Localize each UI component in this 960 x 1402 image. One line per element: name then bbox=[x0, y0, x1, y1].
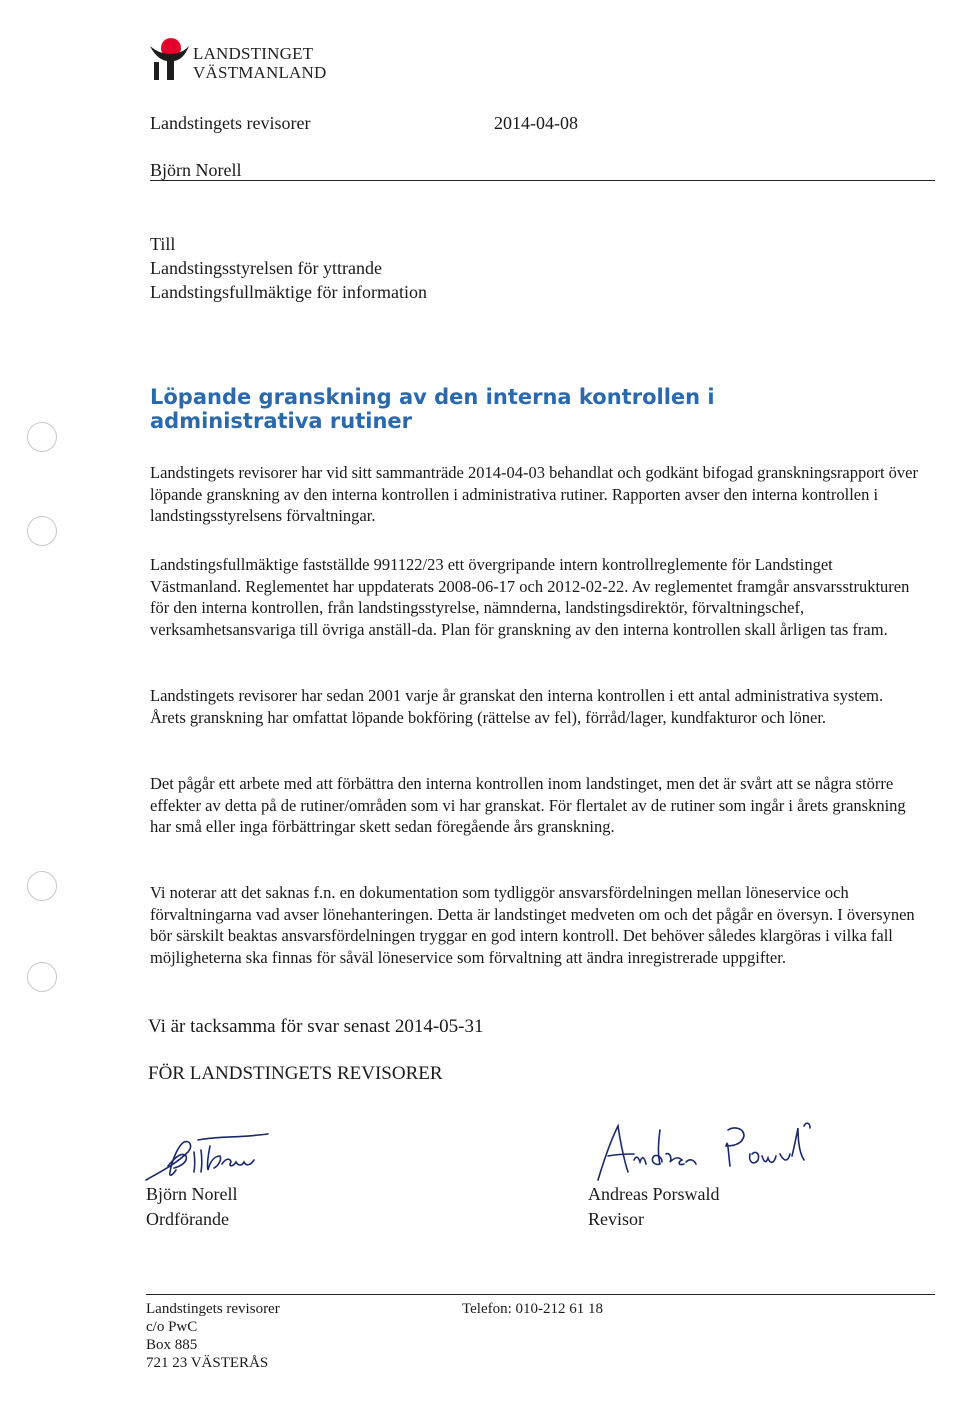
footer-address-line: Box 885 bbox=[146, 1337, 198, 1353]
signatory-name-2: Andreas Porswald bbox=[588, 1184, 720, 1204]
signatory-role-1: Ordförande bbox=[146, 1209, 229, 1229]
punch-hole bbox=[27, 962, 57, 992]
logo-wordmark bbox=[193, 44, 326, 82]
body-paragraph-1: Landstingets revisorer har vid sitt sammanträde 2014-04-03 behandlat och godkänt bifogad granskningsrapport över löpande granskning av den interna kontrollen i administrativa rutiner. Rapporten avser den interna kontrollen i landstingsstyrelsens förvaltningar. bbox=[150, 463, 918, 525]
footer-address-line: 721 23 VÄSTERÅS bbox=[146, 1355, 269, 1371]
closing-line: FÖR LANDSTINGETS REVISORER bbox=[148, 1063, 443, 1084]
body-paragraph-3: Landstingets revisorer har sedan 2001 varje år granskat den interna kontrollen i ett antal administrativa system. Årets granskning har omfattat löpande bokföring (rättelse av fel), förråd/lager, kundfakturor och löner. bbox=[150, 686, 884, 727]
reply-request: Vi är tacksamma för svar senast 2014-05-31 bbox=[148, 1016, 484, 1037]
document-title: Löpande granskning av den interna kontrollen i administrativa rutiner bbox=[150, 385, 715, 433]
punch-hole bbox=[27, 871, 57, 901]
footer-divider bbox=[146, 1294, 935, 1295]
recipient-line-2: Landstingsfullmäktige för information bbox=[150, 282, 427, 302]
sender-name: Landstingets revisorer bbox=[150, 113, 311, 133]
landstinget-vastmanland-logo-icon bbox=[147, 36, 191, 82]
body-paragraph-5: Vi noterar att det saknas f.n. en dokumentation som tydliggör ansvarsfördelningen mellan löneservice och förvaltningarna vad avser lönehanteringen. Detta är landstinget medveten om och det pågår en översyn. I översynen bör särskilt beaktas ansvarsfördelningen tryggar en god intern kontroll. Det behöver således klargöras i vilka fall möjligheterna ska finnas för såväl löneservice som förvaltning att ändra inregistrerade uppgifter. bbox=[150, 883, 915, 967]
signatory-role-2: Revisor bbox=[588, 1209, 644, 1229]
logo-line-1: LANDSTINGET bbox=[193, 44, 314, 63]
header-divider bbox=[150, 180, 935, 181]
footer-phone: Telefon: 010-212 61 18 bbox=[462, 1301, 604, 1317]
logo-line-2: VÄSTMANLAND bbox=[193, 63, 327, 82]
body-paragraph-4: Det pågår ett arbete med att förbättra den interna kontrollen inom landstinget, men det är svårt att se några större effekter av detta på de rutiner/områden som vi har granskat. För flertalet av de rutiner som ingår i årets granskning har små eller inga förbättringar skett sedan föregående års granskning. bbox=[150, 774, 906, 836]
punch-hole bbox=[27, 422, 57, 452]
punch-hole bbox=[27, 516, 57, 546]
footer-address-line: Landstingets revisorer bbox=[146, 1301, 280, 1317]
author-name: Björn Norell bbox=[150, 160, 242, 180]
recipient-line-1: Landstingsstyrelsen för yttrande bbox=[150, 258, 382, 278]
handwritten-signature-norell bbox=[138, 1126, 288, 1188]
handwritten-signature-porswald bbox=[578, 1110, 838, 1188]
footer-address-line: c/o PwC bbox=[146, 1319, 198, 1335]
footer-address bbox=[146, 1300, 280, 1372]
body-paragraph-2: Landstingsfullmäktige fastställde 991122/23 ett övergripande intern kontrollreglemente för Landstinget Västmanland. Reglementet har uppdaterats 2008-06-17 och 2012-02-22. Av reglementet framgår ansvarsstrukturen för den interna kontrollen, från landstingsstyrelse, nämnderna, landstingsdirektör, förvaltningschef, verksamhetsansvariga till övriga anställ-da. Plan för granskning av den interna kontrollen skall årligen tas fram. bbox=[150, 555, 910, 639]
signatory-name-1: Björn Norell bbox=[146, 1184, 238, 1204]
letter-date: 2014-04-08 bbox=[494, 113, 578, 133]
to-label: Till bbox=[150, 234, 176, 254]
